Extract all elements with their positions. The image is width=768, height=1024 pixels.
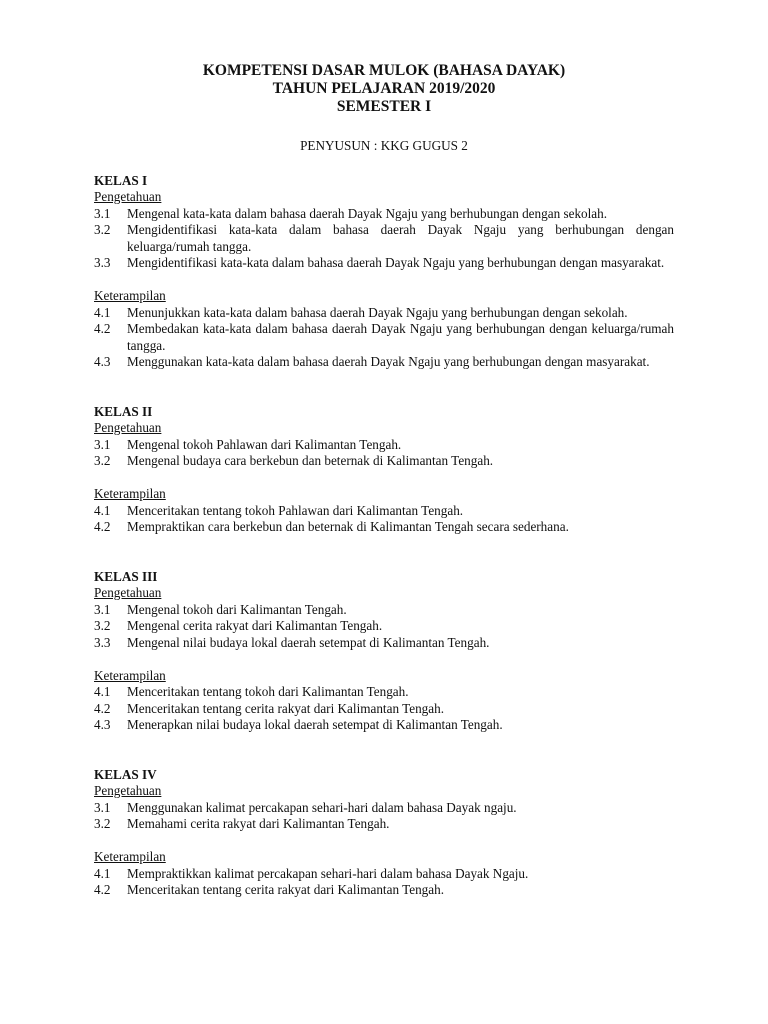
- competency-number: 3.2: [94, 816, 111, 831]
- keterampilan-label: Keterampilan: [94, 667, 166, 683]
- pengetahuan-label: Pengetahuan: [94, 420, 162, 435]
- competency-number: 4.2: [94, 882, 111, 897]
- competency-item: [94, 882, 674, 899]
- competency-text: Mengenal kata-kata dalam bahasa daerah Dayak Ngaju yang berhubungan dengan sekolah.: [127, 205, 608, 221]
- kelas-section: [94, 173, 674, 371]
- competency-text: Mengidentifikasi kata-kata dalam bahasa daerah Dayak Ngaju yang berhubungan dengan keluarga/rumah tangga.: [127, 222, 674, 254]
- kelas-section: [94, 404, 674, 536]
- competency-text: Menceritakan tentang tokoh Pahlawan dari Kalimantan Tengah.: [127, 502, 464, 518]
- competency-text: Menceritakan tentang cerita rakyat dari Kalimantan Tengah.: [127, 700, 445, 716]
- competency-item: [94, 519, 674, 536]
- competency-text: Menceritakan tentang cerita rakyat dari Kalimantan Tengah.: [127, 882, 445, 897]
- competency-item: [94, 866, 674, 883]
- competency-number: 4.2: [94, 700, 111, 716]
- competency-text: Menggunakan kata-kata dalam bahasa daerah Dayak Ngaju yang berhubungan dengan masyarakat.: [127, 354, 650, 369]
- competency-item: [94, 503, 674, 520]
- competency-text: Membedakan kata-kata dalam bahasa daerah Dayak Ngaju yang berhubungan dengan keluarga/rumah tangga.: [127, 321, 674, 353]
- keterampilan-label: Keterampilan: [94, 486, 166, 501]
- competency-item: [94, 354, 674, 371]
- competency-number: 4.1: [94, 865, 111, 881]
- competency-text: Memahami cerita rakyat dari Kalimantan Tengah.: [127, 816, 390, 831]
- competency-number: 4.1: [94, 304, 111, 320]
- competency-number: 3.2: [94, 618, 111, 633]
- competency-text: Mengenal tokoh Pahlawan dari Kalimantan Tengah.: [127, 436, 402, 452]
- competency-text: Mengenal cerita rakyat dari Kalimantan Tengah.: [127, 618, 383, 633]
- competency-number: 3.2: [94, 453, 111, 468]
- competency-item: [94, 701, 674, 718]
- competency-number: 3.1: [94, 436, 111, 452]
- document-title-line-2: TAHUN PELAJARAN 2019/2020: [272, 80, 496, 97]
- competency-number: 4.1: [94, 684, 111, 699]
- competency-number: 3.1: [94, 799, 111, 815]
- kelas-heading: KELAS I: [94, 172, 148, 188]
- competency-item: [94, 684, 674, 701]
- competency-text: Menceritakan tentang tokoh dari Kalimantan Tengah.: [127, 684, 409, 699]
- competency-item: [94, 255, 674, 272]
- competency-item: [94, 437, 674, 454]
- competency-text: Mengenal budaya cara berkebun dan beternak di Kalimantan Tengah.: [127, 453, 494, 468]
- kelas-heading: KELAS IV: [94, 766, 157, 782]
- kelas-list: [94, 173, 674, 899]
- keterampilan-label: Keterampilan: [94, 288, 166, 303]
- competency-text: Menerapkan nilai budaya lokal daerah setempat di Kalimantan Tengah.: [127, 717, 503, 732]
- competency-item: [94, 717, 674, 734]
- competency-number: 4.1: [94, 502, 111, 518]
- competency-number: 4.3: [94, 717, 111, 732]
- competency-text: Menunjukkan kata-kata dalam bahasa daerah Dayak Ngaju yang berhubungan dengan sekolah.: [127, 304, 628, 320]
- competency-number: 3.2: [94, 222, 111, 237]
- competency-number: 4.3: [94, 354, 111, 369]
- pengetahuan-label: Pengetahuan: [94, 189, 162, 204]
- competency-number: 3.1: [94, 205, 111, 221]
- competency-item: [94, 305, 674, 322]
- competency-text: Menggunakan kalimat percakapan sehari-hari dalam bahasa Dayak ngaju.: [127, 799, 517, 815]
- competency-item: [94, 602, 674, 619]
- competency-number: 3.1: [94, 601, 111, 617]
- competency-text: Mempraktikan cara berkebun dan beternak di Kalimantan Tengah secara sederhana.: [127, 519, 569, 534]
- competency-text: Mengidentifikasi kata-kata dalam bahasa daerah Dayak Ngaju yang berhubungan dengan masyarakat.: [127, 255, 665, 270]
- competency-item: [94, 618, 674, 635]
- competency-text: Mengenal tokoh dari Kalimantan Tengah.: [127, 601, 347, 617]
- penyusun-line: PENYUSUN : KKG GUGUS 2: [300, 138, 468, 153]
- competency-item: [94, 816, 674, 833]
- competency-number: 3.3: [94, 255, 111, 270]
- competency-text: Mengenal nilai budaya lokal daerah setempat di Kalimantan Tengah.: [127, 634, 490, 650]
- document-page: [94, 62, 674, 899]
- competency-item: [94, 453, 674, 470]
- kelas-section: [94, 569, 674, 734]
- competency-text: Mempraktikkan kalimat percakapan sehari-hari dalam bahasa Dayak Ngaju.: [127, 865, 529, 881]
- competency-item: [94, 321, 674, 354]
- competency-item: [94, 800, 674, 817]
- competency-number: 4.2: [94, 321, 111, 336]
- keterampilan-label: Keterampilan: [94, 849, 166, 864]
- kelas-heading: KELAS II: [94, 403, 153, 419]
- pengetahuan-label: Pengetahuan: [94, 585, 162, 600]
- competency-item: [94, 206, 674, 223]
- pengetahuan-label: Pengetahuan: [94, 783, 162, 798]
- competency-item: [94, 222, 674, 255]
- kelas-heading: KELAS III: [94, 568, 158, 584]
- document-title-line-1: KOMPETENSI DASAR MULOK (BAHASA DAYAK): [202, 62, 566, 79]
- document-title-line-3: SEMESTER I: [336, 98, 432, 115]
- kelas-section: [94, 767, 674, 899]
- competency-item: [94, 635, 674, 652]
- competency-number: 3.3: [94, 634, 111, 650]
- competency-number: 4.2: [94, 519, 111, 534]
